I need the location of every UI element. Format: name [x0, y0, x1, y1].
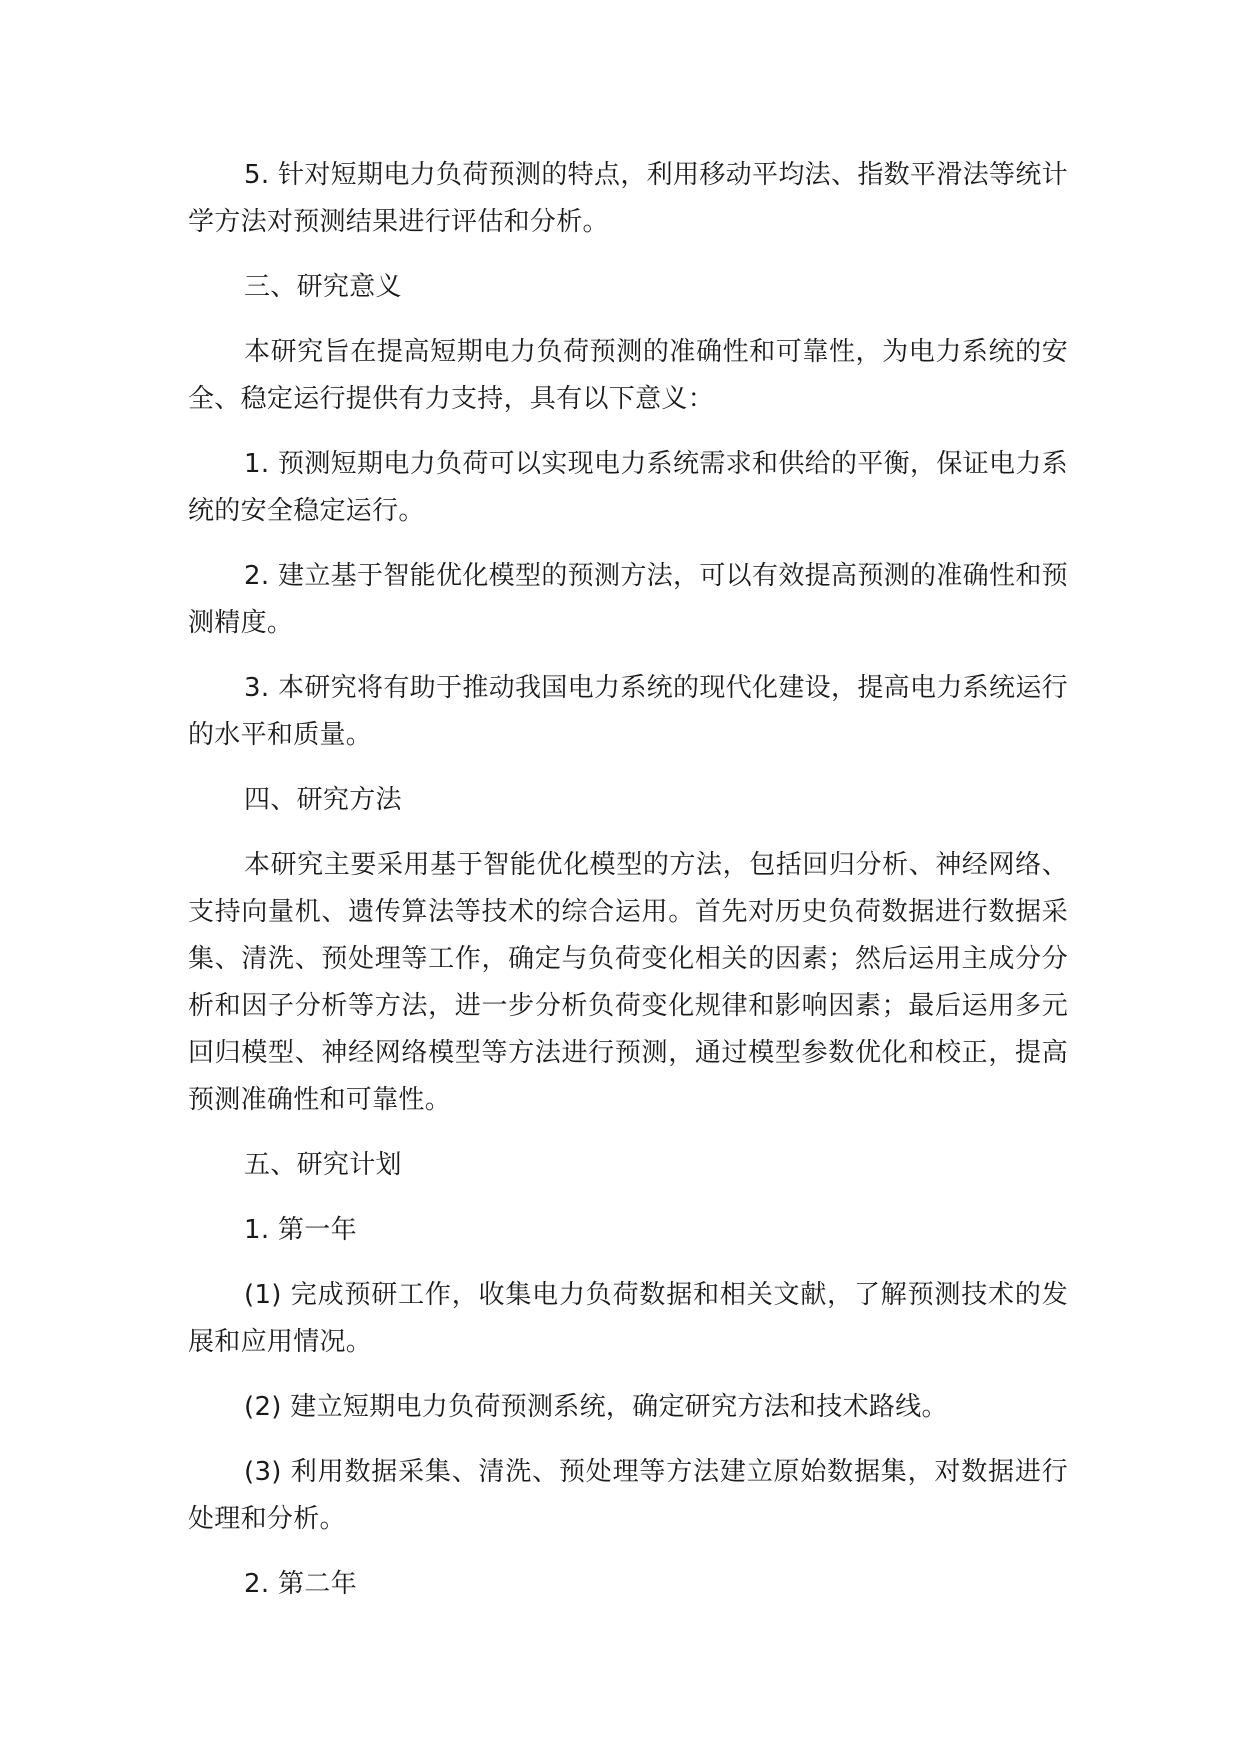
plan-year-1-heading: 1. 第一年	[244, 1215, 357, 1245]
paragraph-methods-body: 本研究主要采用基于智能优化模型的方法，包括回归分析、神经网络、支持向量机、遗传算法等技术的综合运用。首先对历史负荷数据进行数据采集、清洗、预处理等工作，确定与负荷变化相关的因素；然后运用主成分分析和因子分析等方法，进一步分析负荷变化规律和影响因素；最后运用多元回归模型、神经网络模型等方法进行预测，通过模型参数优化和校正，提高预测准确性和可靠性。	[188, 850, 1068, 1115]
section-heading-plan: 五、研究计划	[244, 1150, 402, 1180]
plan-year-1-item-1: (1) 完成预研工作，收集电力负荷数据和相关文献，了解预测技术的发展和应用情况。	[188, 1280, 1068, 1357]
plan-year-1-item-3: (3) 利用数据采集、清洗、预处理等方法建立原始数据集，对数据进行处理和分析。	[188, 1457, 1068, 1534]
section-heading-methods: 四、研究方法	[244, 785, 402, 815]
paragraph-significance-intro: 本研究旨在提高短期电力负荷预测的准确性和可靠性，为电力系统的安全、稳定运行提供有力支持，具有以下意义：	[188, 337, 1068, 414]
paragraph-significance-2: 2. 建立基于智能优化模型的预测方法，可以有效提高预测的准确性和预测精度。	[188, 561, 1068, 638]
section-heading-significance: 三、研究意义	[244, 272, 402, 302]
paragraph-significance-3: 3. 本研究将有助于推动我国电力系统的现代化建设，提高电力系统运行的水平和质量。	[188, 673, 1068, 750]
plan-year-2-heading: 2. 第二年	[244, 1569, 357, 1599]
paragraph-item-5-evaluation: 5. 针对短期电力负荷预测的特点，利用移动平均法、指数平滑法等统计学方法对预测结果进行评估和分析。	[188, 160, 1068, 237]
paragraph-significance-1: 1. 预测短期电力负荷可以实现电力系统需求和供给的平衡，保证电力系统的安全稳定运行。	[188, 449, 1068, 526]
document-page	[188, 152, 1068, 1626]
plan-year-1-item-2: (2) 建立短期电力负荷预测系统，确定研究方法和技术路线。	[244, 1392, 948, 1422]
